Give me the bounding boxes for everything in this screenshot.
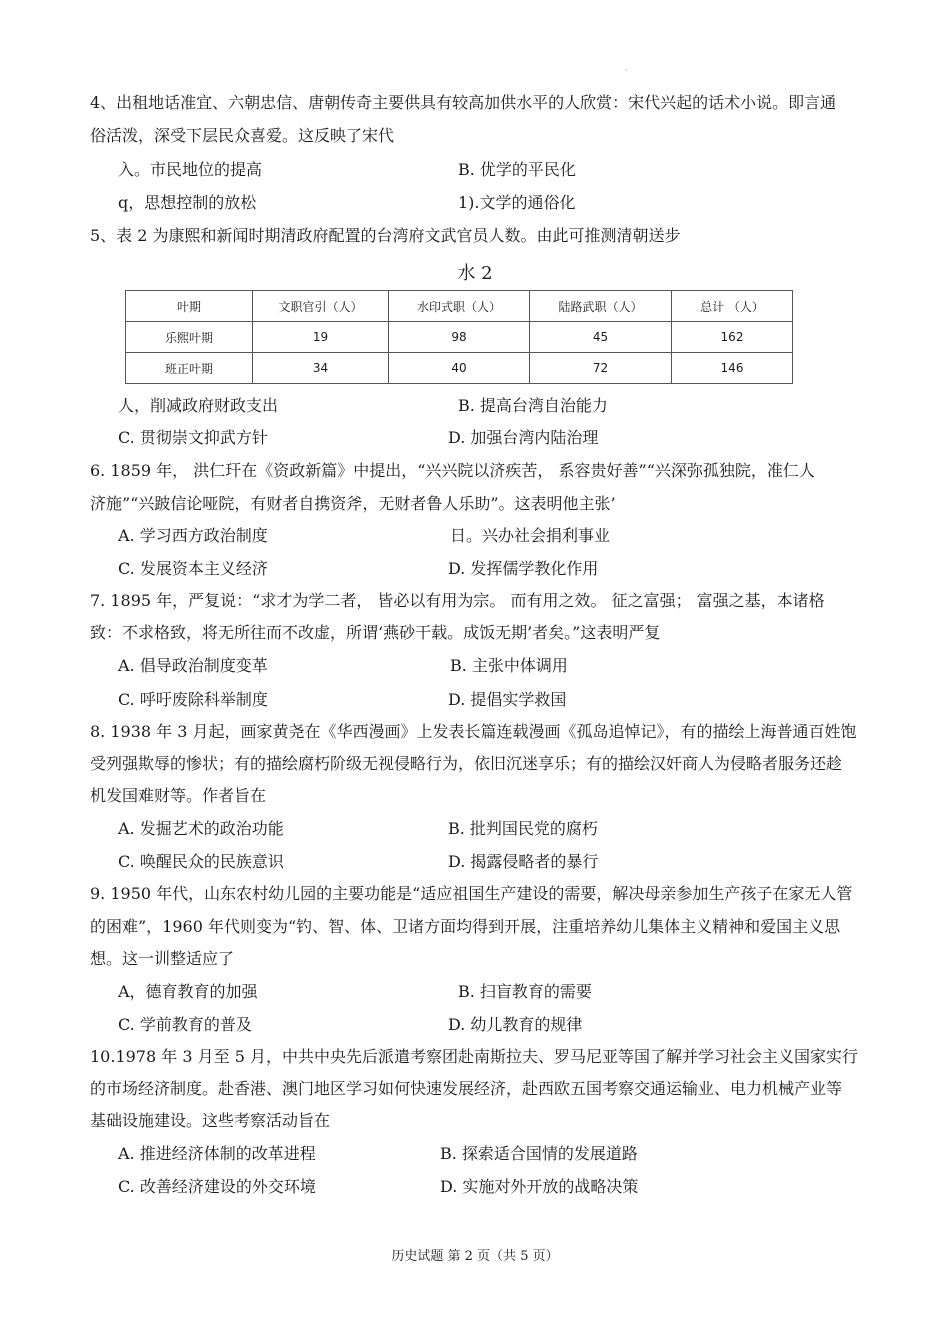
page-footer: 历史试题 第 2 页（共 5 页） (391, 1249, 559, 1264)
q6-option-d[interactable]: D. 发挥儒学教化作用 (448, 559, 599, 578)
q6-stem-line-1: 6. 1859 年， 洪仁玕在《资政新篇》中提出，“兴兴院以济疾苦， 系容贵好善”“兴深弥孤独院，准仁人 (90, 461, 815, 480)
q10-option-d[interactable]: D. 实施对外开放的战略决策 (440, 1177, 639, 1196)
table-header-cell: 文职官引（人） (253, 291, 389, 322)
q6-option-b[interactable]: 日。兴办社会捐利事业 (450, 526, 611, 545)
table-row (126, 353, 793, 384)
q7-option-c[interactable]: C. 呼吁废除科举制度 (118, 690, 268, 709)
q8-stem-line-1: 8. 1938 年 3 月起，画家黄尧在《华西漫画》上发表长篇连载漫画《孤岛追悼记》，有的描绘上海普通百姓饱 (90, 722, 857, 741)
q8-stem-line-2: 受列强欺辱的惨状；有的描绘腐朽阶级无视侵略行为，依旧沉迷享乐；有的描绘汉奸商人为侵略者服务还趁 (90, 754, 843, 773)
table-cell: 34 (253, 353, 389, 384)
table-cell: 19 (253, 322, 389, 353)
q7-stem-line-2: 致：不求格致，将无所往而不改虚，所谓‘燕砂干载。成饭无期’者矣。”这表明严复 (90, 623, 661, 642)
table-cell: 班正叶期 (126, 353, 253, 384)
q9-stem-line-1: 9. 1950 年代，山东农村幼儿园的主要功能是“适应祖国生产建设的需要，解决母亲参加生产孩子在家无人管 (90, 884, 853, 903)
table-header-row (126, 291, 793, 322)
stray-mark: · (625, 66, 628, 75)
q8-stem-line-3: 机发国难财等。作者旨在 (90, 786, 267, 805)
q7-option-a[interactable]: A. 倡导政治制度变革 (118, 656, 268, 675)
table-cell: 40 (389, 353, 530, 384)
q9-stem-line-2: 的困难”，1960 年代则变为“钓、智、体、卫诸方面均得到开展，注重培养幼儿集体主义精神和爱国主义思 (90, 917, 841, 936)
q6-option-c[interactable]: C. 发展资本主义经济 (118, 559, 268, 578)
table-cell: 乐熙叶期 (126, 322, 253, 353)
table-header-cell: 叶期 (126, 291, 253, 322)
q4-stem-line-1: 4、出租地话准宜、六朝忠信、唐朝传奇主要供具有较高加供水平的人欣赏：宋代兴起的话术小说。即言通 (90, 93, 837, 112)
q4-option-d[interactable]: 1).文学的通俗化 (458, 193, 576, 212)
q7-stem-line-1: 7. 1895 年，严复说：“求才为学二者， 皆必以有用为宗。 而有用之效。 征之富强； 富强之基，本诸格 (90, 591, 825, 610)
q5-option-d[interactable]: D. 加强台湾内陆治理 (448, 428, 599, 447)
q4-option-b[interactable]: B. 优学的平民化 (458, 160, 576, 179)
q4-stem-line-2: 俗活泼，深受下层民众喜爱。这反映了宋代 (90, 126, 395, 145)
q5-option-b[interactable]: B. 提高台湾自治能力 (458, 396, 608, 415)
q5-option-c[interactable]: C. 贯彻崇文抑武方针 (118, 428, 268, 447)
q9-option-b[interactable]: B. 扫盲教育的需要 (458, 982, 592, 1001)
q10-stem-line-2: 的市场经济制度。赴香港、澳门地区学习如何快速发展经济，赴西欧五国考察交通运输业、电力机械产业等 (90, 1079, 843, 1098)
table-header-cell: 水印式职（人） (389, 291, 530, 322)
q4-option-c[interactable]: q，思想控制的放松 (118, 193, 257, 212)
table-header-cell: 陆路武职（人） (530, 291, 672, 322)
q7-option-d[interactable]: D. 提倡实学救国 (448, 690, 567, 709)
q6-option-a[interactable]: A. 学习西方政治制度 (118, 526, 268, 545)
q10-option-b[interactable]: B. 探索适合国情的发展道路 (440, 1144, 638, 1163)
q4-option-a[interactable]: 入。市民地位的提高 (118, 160, 263, 179)
table-cell: 146 (672, 353, 793, 384)
q8-option-c[interactable]: C. 唤醒民众的民族意识 (118, 852, 284, 871)
q10-stem-line-1: 10.1978 年 3 月至 5 月，中共中央先后派遣考察团赴南斯拉夫、罗马尼亚等国了解并学习社会主义国家实行 (90, 1047, 858, 1066)
q5-stem-line-1: 5、表 2 为康熙和新闻时期清政府配置的台湾府文武官员人数。由此可推测清朝送步 (90, 226, 681, 245)
q10-option-a[interactable]: A. 推进经济体制的改革进程 (118, 1144, 316, 1163)
q9-option-d[interactable]: D. 幼儿教育的规律 (448, 1015, 583, 1034)
q10-option-c[interactable]: C. 改善经济建设的外交环境 (118, 1177, 316, 1196)
q10-stem-line-3: 基础设施建设。这些考察活动旨在 (90, 1111, 331, 1130)
table-cell: 72 (530, 353, 672, 384)
q5-option-a[interactable]: 人，削减政府财政支出 (118, 396, 279, 415)
table-cell: 162 (672, 322, 793, 353)
table-header-cell: 总计 （人） (672, 291, 793, 322)
q9-option-c[interactable]: C. 学前教育的普及 (118, 1015, 252, 1034)
q9-stem-line-3: 想。这一训整适应了 (90, 949, 235, 968)
q8-option-a[interactable]: A. 发掘艺术的政治功能 (118, 819, 284, 838)
table-cell: 45 (530, 322, 672, 353)
table-row (126, 322, 793, 353)
table-caption: 水 2 (457, 263, 493, 284)
q9-option-a[interactable]: A，德育教育的加强 (118, 982, 258, 1001)
q8-option-b[interactable]: B. 批判国民党的腐朽 (448, 819, 598, 838)
table-cell: 98 (389, 322, 530, 353)
q7-option-b[interactable]: B. 主张中体调用 (450, 656, 568, 675)
q8-option-d[interactable]: D. 揭露侵略者的暴行 (448, 852, 599, 871)
q6-stem-line-2: 济施”“兴跛信论哑院，有财者自携资斧，无财者鲁人乐助”。这表明他主张’ (90, 494, 616, 513)
officials-table (125, 290, 793, 384)
